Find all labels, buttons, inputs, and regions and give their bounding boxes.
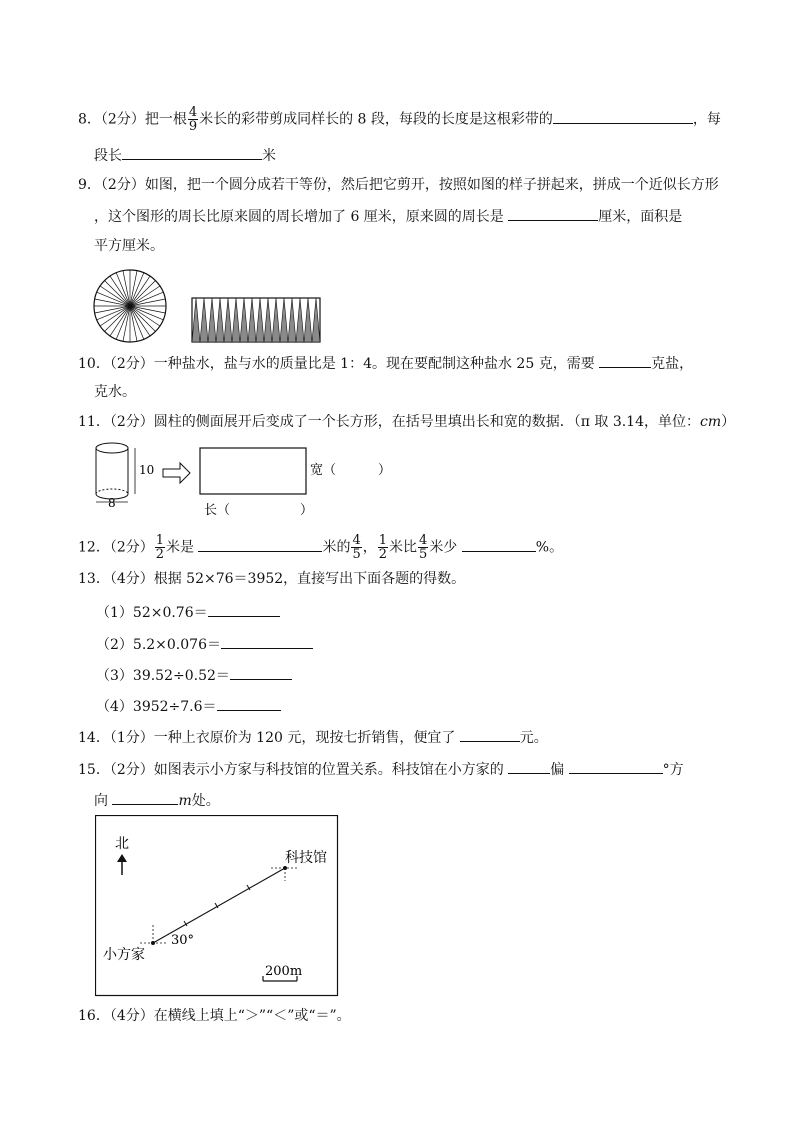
q15-angle-label: 30° bbox=[171, 933, 195, 948]
q10-line2: 克水。 bbox=[94, 384, 136, 400]
q9-approx-rectangle bbox=[192, 298, 320, 342]
q12-frac-c-num: 1 bbox=[378, 533, 388, 548]
q9-rect-sector bbox=[280, 298, 288, 342]
q11-text-a: 11．（2分）圆柱的侧面展开后变成了一个长方形，在括号里填出长和宽的数据．（π 取 3.14，单位： bbox=[78, 414, 700, 430]
q9-rect-sector bbox=[192, 298, 200, 342]
q8-blank-2[interactable] bbox=[122, 145, 262, 160]
q15-map bbox=[95, 815, 339, 997]
q12-frac-d-den: 5 bbox=[419, 547, 428, 562]
q13-item-1-text: （1）52×0.76＝ bbox=[96, 605, 208, 621]
q11-height-label: 10 bbox=[139, 463, 155, 477]
q12-frac-d-num: 4 bbox=[419, 533, 428, 548]
q8-text-e: 米 bbox=[262, 148, 276, 164]
q13-line1: 13．（4分）根据 52×76＝3952，直接写出下面各题的得数。 bbox=[78, 571, 466, 587]
q13-blank-3[interactable] bbox=[230, 665, 292, 680]
q9-circle-spoke bbox=[105, 281, 130, 306]
q11-length-close: ） bbox=[300, 503, 314, 518]
q15-line2 bbox=[94, 790, 220, 810]
q9-rect-sector bbox=[232, 298, 240, 342]
q15-text-c: °方 bbox=[662, 762, 684, 778]
q8-line1 bbox=[78, 106, 721, 133]
q10-text-b: 克盐， bbox=[651, 356, 694, 372]
q12-frac-b bbox=[351, 534, 361, 561]
q12-text-5: 米少 bbox=[429, 539, 458, 556]
q9-rect-sector bbox=[264, 298, 272, 342]
q11-cylinder bbox=[96, 443, 135, 502]
q14-text-b: 元。 bbox=[519, 730, 548, 746]
q13-blank-1[interactable] bbox=[208, 602, 280, 617]
q14-blank-1[interactable] bbox=[460, 727, 520, 742]
q12-frac-a bbox=[155, 534, 165, 561]
q8-text-b: 米长的彩带剪成同样长的 8 段，每段的长度是这根彩带的 bbox=[199, 111, 553, 128]
q10-text-a: 10．（2分）一种盐水，盐与水的质量比是 1：4。现在要配制这种盐水 25 克，需要 bbox=[78, 356, 595, 372]
q9-rect-sector bbox=[272, 298, 280, 342]
q9-figure bbox=[92, 268, 332, 348]
q12-text-3: ， bbox=[362, 539, 377, 556]
q15-blank-3[interactable] bbox=[112, 790, 178, 805]
q12-blank-2[interactable] bbox=[462, 537, 536, 552]
q11-rectangle bbox=[200, 448, 306, 494]
q11-figure bbox=[88, 440, 398, 520]
q11-width-label: 宽（ bbox=[310, 463, 337, 478]
q13-item-2 bbox=[96, 634, 313, 654]
q14-text-a: 14．（1分）一种上衣原价为 120 元，现按七折销售，便宜了 bbox=[78, 730, 456, 746]
q12-blank-1[interactable] bbox=[198, 537, 322, 552]
q9-text-a: ，这个图形的周长比原来圆的周长增加了 6 厘米，原来圆的周长是 bbox=[94, 209, 504, 225]
q11-text-b: ） bbox=[721, 414, 736, 430]
q13-item-3-text: （3）39.52÷0.52＝ bbox=[96, 668, 230, 684]
q12-frac-c-den: 2 bbox=[378, 547, 388, 562]
q15-home-label: 小方家 bbox=[103, 947, 145, 963]
q9-blank-1[interactable] bbox=[508, 206, 598, 221]
q15-scale-label: 200m bbox=[265, 964, 303, 979]
q8-line2 bbox=[94, 145, 276, 165]
q11-length-label: 长（ bbox=[204, 503, 231, 518]
q16-line1: 16．（4分）在横线上填上“＞”“＜”或“＝”。 bbox=[78, 1008, 351, 1024]
q13-item-1 bbox=[96, 602, 280, 622]
q12-text-1: 米是 bbox=[166, 539, 195, 556]
q9-rect-sector bbox=[240, 298, 248, 342]
q13-item-3 bbox=[96, 665, 292, 685]
q13-item-4 bbox=[96, 696, 281, 716]
q15-text-b: 偏 bbox=[550, 762, 565, 778]
q12-line1 bbox=[78, 534, 563, 561]
q15-blank-1[interactable] bbox=[508, 759, 550, 774]
q12-frac-a-den: 2 bbox=[155, 547, 165, 562]
q8-fraction bbox=[188, 106, 198, 133]
q9-circle-sectors bbox=[94, 270, 166, 342]
q9-rect-sector bbox=[288, 298, 296, 342]
q8-frac-den: 9 bbox=[188, 119, 198, 134]
q9-rect-sector bbox=[200, 298, 208, 342]
q11-width-close: ） bbox=[378, 463, 392, 478]
q9-rect-sector bbox=[256, 298, 264, 342]
q8-blank-1[interactable] bbox=[553, 109, 693, 124]
q9-line2 bbox=[94, 206, 682, 226]
q13-blank-2[interactable] bbox=[221, 634, 313, 649]
q11-diameter-label: 8 bbox=[108, 496, 116, 510]
q8-text-a: 8．（2分）把一根 bbox=[78, 111, 187, 128]
q13-item-2-text: （2）5.2×0.076＝ bbox=[96, 637, 221, 653]
q9-line3: 平方厘米。 bbox=[94, 238, 164, 254]
q15-north-label: 北 bbox=[115, 836, 129, 852]
q12-frac-b-num: 4 bbox=[352, 533, 361, 548]
q12-frac-a-num: 1 bbox=[155, 533, 165, 548]
q15-text-d: 向 bbox=[94, 793, 108, 809]
q12-prefix: 12．（2分） bbox=[78, 539, 154, 556]
q11-unit: cm bbox=[700, 414, 722, 430]
q13-item-4-text: （4）3952÷7.6＝ bbox=[96, 699, 217, 715]
north-arrow-icon bbox=[117, 854, 127, 875]
q10-line1 bbox=[78, 353, 693, 373]
q8-frac-num: 4 bbox=[188, 105, 198, 120]
q8-text-c: ，每 bbox=[692, 111, 721, 128]
q15-line1 bbox=[78, 759, 684, 779]
q13-blank-4[interactable] bbox=[217, 696, 281, 711]
q9-rect-sector bbox=[208, 298, 216, 342]
q15-museum-label: 科技馆 bbox=[285, 850, 327, 866]
q15-text-a: 15．（2分）如图表示小方家与科技馆的位置关系。科技馆在小方家的 bbox=[78, 762, 504, 778]
q10-blank-1[interactable] bbox=[599, 353, 651, 368]
q12-frac-c bbox=[378, 534, 388, 561]
q14-line1 bbox=[78, 727, 548, 747]
q9-rect-sector bbox=[304, 298, 312, 342]
q9-rect-sector bbox=[248, 298, 256, 342]
q12-frac-b-den: 5 bbox=[352, 547, 361, 562]
q12-text-6: %。 bbox=[535, 539, 564, 556]
q12-frac-d bbox=[418, 534, 428, 561]
q15-route bbox=[140, 866, 297, 945]
q15-text-e: 处。 bbox=[191, 793, 220, 809]
q15-unit: m bbox=[178, 793, 192, 809]
arrow-right-icon bbox=[163, 463, 190, 483]
q9-rect-sector bbox=[216, 298, 224, 342]
q15-blank-2[interactable] bbox=[569, 759, 663, 774]
q8-text-d: 段长 bbox=[94, 148, 122, 164]
q9-rect-sector bbox=[296, 298, 304, 342]
q11-line1 bbox=[78, 413, 735, 431]
q9-line1: 9．（2分）如图，把一个圆分成若干等份，然后把它剪开，按照如图的样子拼起来，拼成一个近似长方形 bbox=[78, 177, 719, 193]
q9-circle-spoke bbox=[105, 306, 130, 331]
q9-rect-sector bbox=[312, 298, 320, 342]
q9-rect-sector bbox=[224, 298, 232, 342]
q12-text-4: 米比 bbox=[389, 539, 418, 556]
q9-circle-spoke bbox=[130, 281, 155, 306]
q9-circle-spoke bbox=[130, 306, 155, 331]
q12-text-2: 米的 bbox=[322, 539, 351, 556]
q9-text-b: 厘米，面积是 bbox=[598, 209, 683, 225]
